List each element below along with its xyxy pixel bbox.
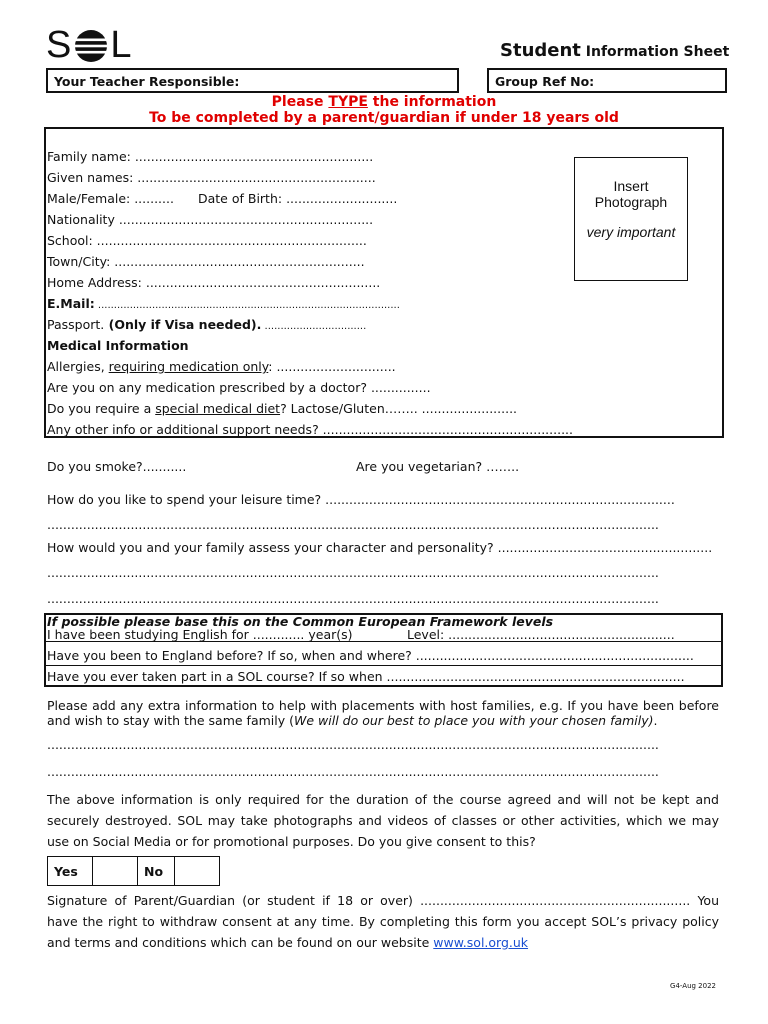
extra-info-italic: We will do our best to place you with your chosen family) (294, 713, 654, 728)
logo-letter-s: S (46, 24, 73, 66)
email-label: E.Mail: (47, 296, 95, 311)
signature-section (47, 890, 719, 953)
extra-info-text: Please add any extra information to help with placements with host families, e.g. If you have been before and wish to stay with the same family (We will do our best to place you with your chosen family). (47, 698, 719, 728)
passport-label: Passport. (47, 317, 105, 332)
studying-english-field[interactable]: I have been studying English for ............. year(s) (47, 627, 353, 642)
photo-label-photograph: Photograph (594, 194, 668, 210)
male-female-field[interactable]: Male/Female: .......... (47, 191, 174, 206)
school-field[interactable]: School: .................................................................... (47, 233, 367, 248)
character-extra-line-1[interactable]: .......................................................................................................................................................... (47, 565, 659, 580)
privacy-notice: The above information is only required for the duration of the course agreed and will not be kept and securely destroyed. SOL may take photographs and videos of classes or other activities, which we may use on Social Media or for promotional purposes. Do you give consent to this? (47, 792, 719, 849)
sol-course-field[interactable]: Have you ever taken part in a SOL course? If so when ........................................................................... (47, 669, 685, 684)
email-field[interactable]: E.Mail: ............................................................................................... (47, 296, 400, 311)
home-address-field[interactable]: Home Address: ........................................................... (47, 275, 381, 290)
vegetarian-field[interactable]: Are you vegetarian? …….. (356, 459, 520, 474)
medication-field[interactable]: Are you on any medication prescribed by a doctor? ............... (47, 380, 431, 395)
title-rest: Information Sheet (580, 44, 730, 60)
passport-note: (Only if Visa needed). (104, 317, 262, 332)
teacher-responsible-field[interactable] (46, 68, 459, 93)
other-info-field[interactable]: Any other info or additional support needs? ............................................................... (47, 422, 573, 437)
logo-o-icon (74, 29, 108, 63)
signature-text: Signature of Parent/Guardian (or student if 18 or over) .................................................................... You have the right to withdraw consent at any time. By completing this form you accept SOL’s privacy policy and terms and conditions which can be found on our website (47, 893, 719, 950)
website-link[interactable]: www.sol.org.uk (433, 935, 529, 950)
photo-label-insert: Insert (613, 178, 649, 194)
cefr-note: If possible please base this on the Common European Framework levels (47, 614, 554, 629)
consent-yes-label: Yes (48, 857, 93, 886)
character-extra-line-2[interactable]: .......................................................................................................................................................... (47, 591, 659, 606)
type-emphasis: TYPE (328, 94, 368, 110)
extra-info-line-1[interactable]: .......................................................................................................................................................... (47, 737, 659, 752)
family-name-field[interactable]: Family name: ............................................................ (47, 149, 374, 164)
leisure-extra-line[interactable]: .......................................................................................................................................................... (47, 517, 659, 532)
passport-field[interactable]: Passport. (Only if Visa needed). ................................ (47, 317, 367, 332)
extra-info-line-2[interactable]: .......................................................................................................................................................... (47, 764, 659, 779)
given-names-field[interactable]: Given names: ............................................................ (47, 170, 376, 185)
group-ref-label: Group Ref No: (495, 74, 595, 89)
photograph-box[interactable] (574, 157, 688, 281)
consent-table (47, 856, 220, 886)
consent-no-label: No (138, 857, 175, 886)
character-field[interactable]: How would you and your family assess your character and personality? ...................................................... (47, 540, 713, 555)
nationality-field[interactable]: Nationality ................................................................ (47, 212, 374, 227)
logo-letter-l: L (110, 24, 133, 66)
consent-no-box[interactable] (175, 857, 220, 886)
teacher-responsible-label: Your Teacher Responsible: (54, 74, 240, 89)
group-ref-field[interactable] (487, 68, 727, 93)
instruction-line-2: To be completed by a parent/guardian if under 18 years old (149, 110, 619, 126)
page-title (500, 40, 729, 61)
town-city-field[interactable]: Town/City: ............................................................... (47, 254, 365, 269)
consent-yes-box[interactable] (93, 857, 138, 886)
english-level-field[interactable]: Level: ......................................................... (407, 627, 675, 642)
medical-heading: Medical Information (47, 338, 189, 353)
allergies-emphasis: requiring medication only (108, 359, 269, 374)
england-before-field[interactable]: Have you been to England before? If so, when and where? ...................................................................... (47, 648, 694, 663)
diet-emphasis: special medical diet (155, 401, 281, 416)
allergies-field[interactable]: Allergies, requiring medication only: .............................. (47, 359, 396, 374)
leisure-field[interactable]: How do you like to spend your leisure time? ........................................................................................ (47, 492, 675, 507)
english-divider-2 (45, 665, 722, 666)
date-of-birth-field[interactable]: Date of Birth: ............................ (198, 191, 398, 206)
sol-logo (46, 24, 133, 67)
medical-diet-field[interactable]: Do you require a special medical diet? Lactose/Gluten…….. ........................ (47, 401, 518, 416)
smoke-field[interactable]: Do you smoke?........... (47, 459, 187, 474)
instruction-line-1: Please TYPE the information (271, 94, 497, 110)
document-code: G4-Aug 2022 (670, 982, 716, 990)
title-bold: Student (500, 40, 581, 61)
photo-label-important: very important (586, 224, 676, 240)
